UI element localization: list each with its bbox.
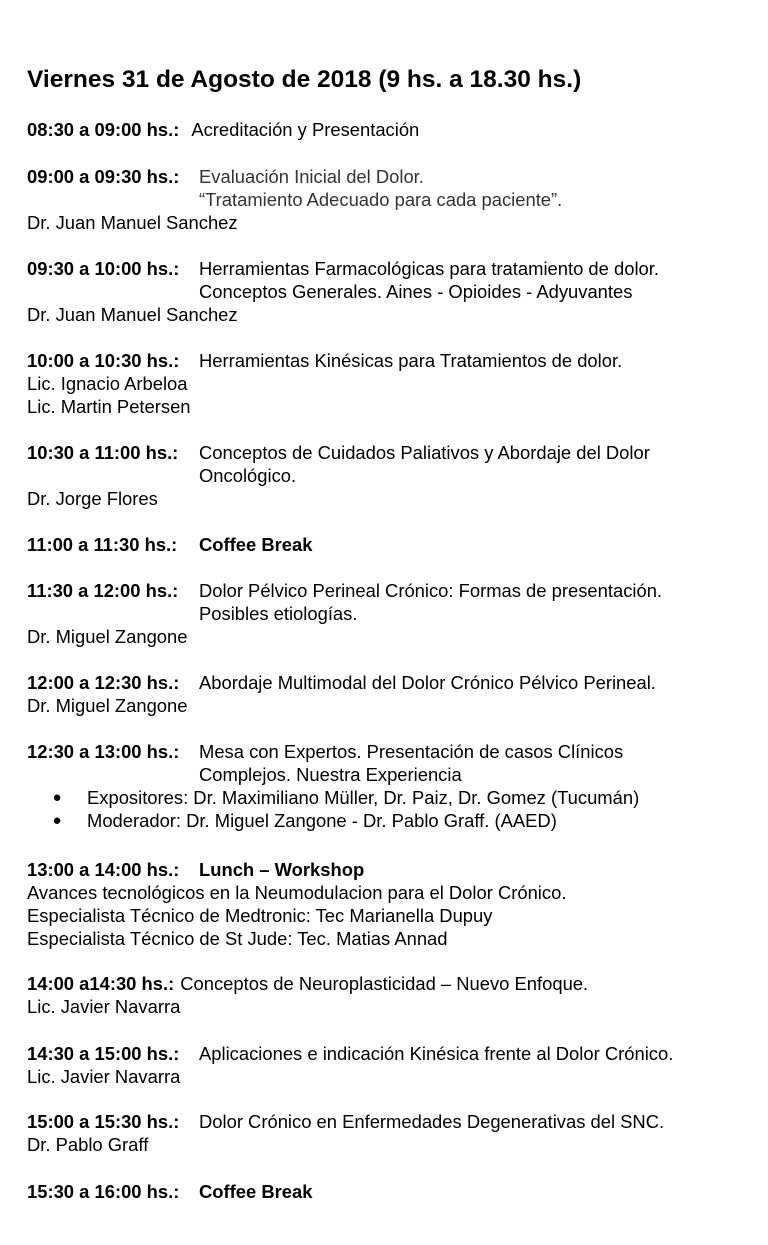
- session: [27, 118, 757, 141]
- session-detail: Especialista Técnico de Medtronic: Tec Marianella Dupuy: [27, 905, 493, 926]
- session-time: 12:30 a 13:00 hs.:: [27, 741, 180, 762]
- bullet-icon: ●: [52, 789, 62, 806]
- session: [27, 533, 757, 556]
- session-topic-continuation: Conceptos Generales. Aines - Opioides - Adyuvantes: [199, 281, 633, 302]
- session-detail: Especialista Técnico de St Jude: Tec. Matias Annad: [27, 928, 448, 949]
- list-item: [27, 786, 757, 809]
- session-time: 08:30 a 09:00 hs.:: [27, 119, 180, 140]
- session-speaker: Lic. Javier Navarra: [27, 1066, 181, 1087]
- session-speaker: Dr. Juan Manuel Sanchez: [27, 212, 238, 233]
- session-time: 10:30 a 11:00 hs.:: [27, 442, 179, 463]
- session-topic: Coffee Break: [199, 1181, 313, 1202]
- session: [27, 671, 757, 717]
- bullet-icon: ●: [52, 812, 62, 829]
- session-topic: Coffee Break: [199, 534, 313, 555]
- bullet-text: Moderador: Dr. Miguel Zangone - Dr. Pablo Graff. (AAED): [87, 810, 557, 831]
- session: [27, 1042, 757, 1088]
- session-topic: Herramientas Farmacológicas para tratamiento de dolor.: [199, 258, 659, 279]
- session-time: 15:30 a 16:00 hs.:: [27, 1181, 180, 1202]
- session-topic-continuation: Complejos. Nuestra Experiencia: [199, 764, 462, 785]
- session-topic: Conceptos de Cuidados Paliativos y Abordaje del Dolor: [199, 442, 650, 463]
- session-topic: Conceptos de Neuroplasticidad – Nuevo Enfoque.: [180, 973, 589, 994]
- session-time: 09:30 a 10:00 hs.:: [27, 258, 180, 279]
- session-speaker: Dr. Miguel Zangone: [27, 626, 188, 647]
- session-time: 12:00 a 12:30 hs.:: [27, 672, 180, 693]
- session-time: 11:00 a 11:30 hs.:: [27, 534, 178, 555]
- session-topic: Aplicaciones e indicación Kinésica frente al Dolor Crónico.: [199, 1043, 674, 1064]
- session-speaker: Lic. Ignacio Arbeloa: [27, 373, 188, 394]
- session: [27, 1110, 757, 1156]
- session-time: 15:00 a 15:30 hs.:: [27, 1111, 180, 1132]
- session-topic: Acreditación y Presentación: [191, 119, 420, 140]
- session-topic: Abordaje Multimodal del Dolor Crónico Pélvico Perineal.: [199, 672, 656, 693]
- bullet-text: Expositores: Dr. Maximiliano Müller, Dr. Paiz, Dr. Gomez (Tucumán): [87, 787, 640, 808]
- session: [27, 165, 757, 234]
- session-time: 13:00 a 14:00 hs.:: [27, 859, 180, 880]
- session: [27, 1180, 757, 1203]
- session-speaker: Lic. Martin Petersen: [27, 396, 191, 417]
- session: [27, 740, 757, 832]
- session-topic: Dolor Crónico en Enfermedades Degenerativas del SNC.: [199, 1111, 665, 1132]
- session-topic: Mesa con Expertos. Presentación de casos Clínicos: [199, 741, 624, 762]
- session-topic-continuation: Oncológico.: [199, 465, 297, 486]
- session-speaker: Dr. Juan Manuel Sanchez: [27, 304, 238, 325]
- session-speaker: Lic. Javier Navarra: [27, 996, 181, 1017]
- session-topic: Lunch – Workshop: [199, 859, 365, 880]
- session: [27, 349, 757, 418]
- session-topic-continuation: “Tratamiento Adecuado para cada paciente”.: [199, 189, 563, 210]
- session-topic: Dolor Pélvico Perineal Crónico: Formas de presentación.: [199, 580, 663, 601]
- session-time: 14:00 a14:30 hs.:: [27, 973, 175, 994]
- session-speaker: Dr. Pablo Graff: [27, 1134, 149, 1155]
- session: [27, 972, 757, 1018]
- session-detail: Avances tecnológicos en la Neumodulacion para el Dolor Crónico.: [27, 882, 567, 903]
- page-title: Viernes 31 de Agosto de 2018 (9 hs. a 18.30 hs.): [27, 66, 582, 93]
- session-topic: Evaluación Inicial del Dolor.: [199, 166, 424, 187]
- session-topic: Herramientas Kinésicas para Tratamientos de dolor.: [199, 350, 623, 371]
- session: [27, 441, 757, 510]
- session-time: 14:30 a 15:00 hs.:: [27, 1043, 180, 1064]
- session-time: 11:30 a 12:00 hs.:: [27, 580, 179, 601]
- session: [27, 579, 757, 648]
- session-topic-continuation: Posibles etiologías.: [199, 603, 358, 624]
- session: [27, 858, 757, 950]
- session-speaker: Dr. Jorge Flores: [27, 488, 158, 509]
- session-time: 09:00 a 09:30 hs.:: [27, 166, 180, 187]
- session: [27, 257, 757, 326]
- session-speaker: Dr. Miguel Zangone: [27, 695, 188, 716]
- session-time: 10:00 a 10:30 hs.:: [27, 350, 180, 371]
- list-item: [27, 809, 757, 832]
